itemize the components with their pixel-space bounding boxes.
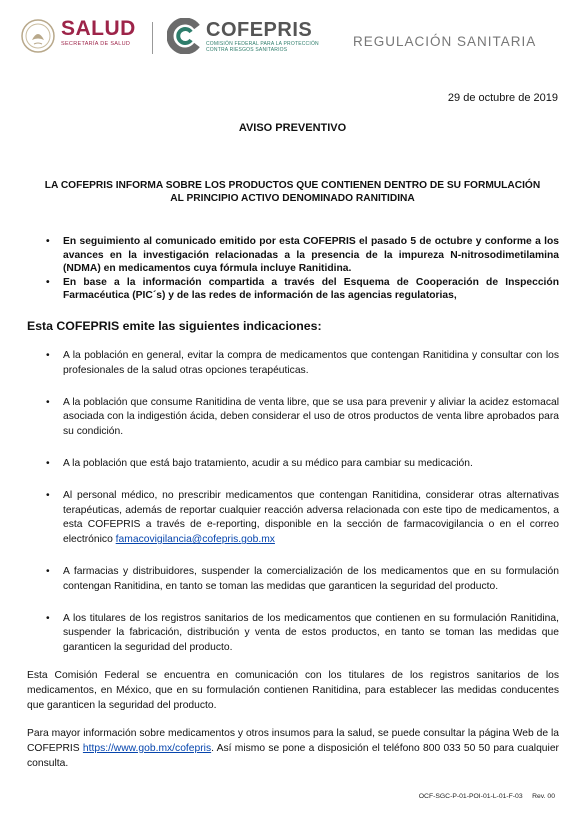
indication-item: • A la población que consume Ranitidina de venta libre, que se usa para prevenir y aliviar la acidez estomacal asociada con la indigestión ácida, deben considerar el uso de otros productos de venta libre aprobados para su condición.	[46, 396, 559, 440]
contact-paragraph	[27, 727, 559, 771]
contact-text: para cualquier consulta.	[27, 742, 559, 769]
header-divider	[152, 22, 153, 54]
indication-item	[46, 489, 559, 548]
intro-item: • En seguimiento al comunicado emitido por esta COFEPRIS el pasado 5 de octubre y conforme a los avances en la investigación relacionadas a la presencia de la impureza N-nitrosodimetilamina (NDMA) en medicamentos cuya fórmula incluye Ranitidina.	[46, 235, 559, 276]
cofepris-subtitle-line2: CONTRA RIESGOS SANITARIOS	[206, 47, 288, 53]
salud-subtitle: SECRETARÍA DE SALUD	[61, 41, 131, 47]
cofepris-logo-text: COFEPRIS	[206, 19, 313, 41]
cofepris-subtitle	[206, 41, 319, 53]
indications-heading: Esta COFEPRIS emite las siguientes indicaciones:	[27, 319, 322, 333]
revision-label: Rev. 00	[532, 793, 555, 800]
intro-item: • En base a la información compartida a través del Esquema de Cooperación de Inspección Farmacéutica (PIC´s) y de las redes de información de las agencias regulatorias,	[46, 276, 559, 303]
document-title: AVISO PREVENTIVO	[238, 122, 347, 134]
cofepris-logo-icon	[167, 18, 203, 54]
form-code: OCF-SGC-P-01-POI-01-L-01-F-03	[418, 793, 523, 800]
mexico-seal-icon	[20, 18, 56, 54]
intro-list	[46, 235, 559, 303]
phone-number: 800 033 50 50	[423, 742, 491, 754]
indications-list	[46, 349, 559, 670]
headline: LA COFEPRIS INFORMA SOBRE LOS PRODUCTOS QUE CONTIENEN DENTRO DE SU FORMULACIÓN AL PRINCIPIO ACTIVO DENOMINADO RANITIDINA	[44, 180, 541, 204]
email-link[interactable]: famacovigilancia@cofepris.gob.mx	[115, 534, 275, 546]
regulacion-sanitaria-label: REGULACIÓN SANITARIA	[353, 34, 537, 49]
document-date: 29 de octubre de 2019	[447, 92, 558, 104]
indication-item: • A la población que está bajo tratamiento, acudir a su médico para cambiar su medicación.	[46, 457, 559, 472]
cofepris-web-link[interactable]: https://www.gob.mx/cofepris	[82, 742, 212, 754]
salud-logo-text: SALUD	[61, 17, 136, 40]
closing-paragraph: Esta Comisión Federal se encuentra en comunicación con los titulares de los registros sanitarios de los medicamentos, en México, que en su formulación contienen Ranitidina, para establecer las medidas conducentes que garanticen la seguridad del producto.	[27, 670, 559, 711]
indication-text: Al personal médico, no prescribir medicamentos que contengan Ranitidina, considerar otras alternativas terapéuticas, además de reportar cualquier reacción adversa relacionada con este tipo de medicamentos, a esta COFEPRIS a través de e-reporting, disponible en la sección de farmacovigilancia o en el correo electrónico	[63, 489, 559, 546]
cofepris-subtitle-line1: COMISIÓN FEDERAL PARA LA PROTECCIÓN	[206, 41, 319, 47]
indication-item: • A farmacias y distribuidores, suspender la comercialización de los medicamentos que en su formulación contengan Ranitidina, en tanto se toman las medidas que garanticen la seguridad del producto.	[46, 565, 559, 595]
indication-item: • A la población en general, evitar la compra de medicamentos que contengan Ranitidina y consultar con los profesionales de la salud otras opciones terapéuticas.	[46, 349, 559, 379]
footer-code	[419, 793, 555, 800]
contact-text: . Así mismo se pone a disposición el teléfono	[211, 742, 420, 754]
contact-text: Para mayor información sobre medicamentos y otros insumos para la salud, se puede consultar la página Web de la COFEPRIS	[27, 728, 559, 754]
indication-item: • A los titulares de los registros sanitarios de los medicamentos que contienen en su formulación Ranitidina, suspender la fabricación, distribución y venta de estos productos, en tanto se toman las medidas que garanticen la seguridad del producto.	[46, 612, 559, 656]
